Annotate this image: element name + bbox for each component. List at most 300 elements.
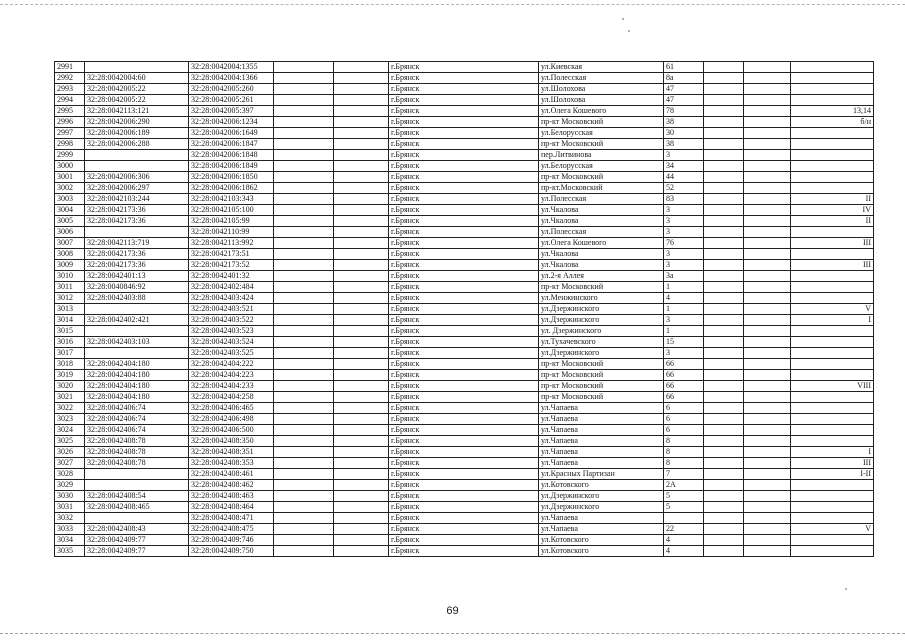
house-number-cell: 8 (664, 436, 704, 447)
empty-cell (744, 84, 791, 95)
empty-cell (704, 271, 744, 282)
street-cell: пр-кт Московский (539, 392, 664, 403)
city-cell: г.Брянск (389, 128, 539, 139)
empty-cell (334, 381, 389, 392)
house-number-cell: 3 (664, 315, 704, 326)
empty-cell (334, 304, 389, 315)
cadastral-number-cell: 32:28:0042006:1862 (189, 183, 274, 194)
empty-cell (744, 216, 791, 227)
empty-cell (744, 117, 791, 128)
table-row (55, 150, 874, 161)
empty-cell (704, 535, 744, 546)
old-cadastral-number-cell: 32:28:0042408:465 (85, 502, 189, 513)
old-cadastral-number-cell (85, 469, 189, 480)
old-cadastral-number-cell: 32:28:0042408:43 (85, 524, 189, 535)
row-number-cell: 3030 (55, 491, 85, 502)
empty-cell (704, 128, 744, 139)
cadastral-number-cell: 32:28:0042006:1234 (189, 117, 274, 128)
row-number-cell: 2991 (55, 62, 85, 73)
row-number-cell: 2992 (55, 73, 85, 84)
premises-note-cell (791, 436, 874, 447)
table-row (55, 227, 874, 238)
empty-cell (704, 172, 744, 183)
cadastral-number-cell: 32:28:0042113:992 (189, 238, 274, 249)
cadastral-number-cell: 32:28:0042409:750 (189, 546, 274, 557)
empty-cell (274, 73, 334, 84)
premises-note-cell (791, 139, 874, 150)
empty-cell (704, 304, 744, 315)
premises-note-cell (791, 425, 874, 436)
old-cadastral-number-cell (85, 304, 189, 315)
old-cadastral-number-cell: 32:28:0042004:60 (85, 73, 189, 84)
city-cell: г.Брянск (389, 480, 539, 491)
empty-cell (744, 480, 791, 491)
empty-cell (274, 359, 334, 370)
table-row (55, 403, 874, 414)
scan-speck (622, 18, 624, 20)
street-cell: ул.Белорусская (539, 128, 664, 139)
street-cell: ул.Чкалова (539, 260, 664, 271)
row-number-cell: 2999 (55, 150, 85, 161)
empty-cell (274, 436, 334, 447)
table-row (55, 260, 874, 271)
empty-cell (274, 227, 334, 238)
premises-note-cell: V (791, 304, 874, 315)
empty-cell (704, 513, 744, 524)
empty-cell (334, 315, 389, 326)
street-cell: ул.Полесская (539, 227, 664, 238)
empty-cell (334, 172, 389, 183)
empty-cell (744, 304, 791, 315)
old-cadastral-number-cell: 32:28:0042406:74 (85, 425, 189, 436)
house-number-cell: 5 (664, 502, 704, 513)
city-cell: г.Брянск (389, 392, 539, 403)
cadastral-number-cell: 32:28:0042006:1847 (189, 139, 274, 150)
empty-cell (704, 370, 744, 381)
city-cell: г.Брянск (389, 425, 539, 436)
city-cell: г.Брянск (389, 161, 539, 172)
table-row (55, 381, 874, 392)
house-number-cell: 38 (664, 139, 704, 150)
street-cell: ул. Дзержинского (539, 326, 664, 337)
empty-cell (334, 370, 389, 381)
cadastral-number-cell: 32:28:0042409:746 (189, 535, 274, 546)
empty-cell (744, 337, 791, 348)
table-row (55, 161, 874, 172)
old-cadastral-number-cell (85, 480, 189, 491)
city-cell: г.Брянск (389, 469, 539, 480)
empty-cell (334, 524, 389, 535)
row-number-cell: 3012 (55, 293, 85, 304)
empty-cell (274, 282, 334, 293)
cadastral-number-cell: 32:28:0042173:52 (189, 260, 274, 271)
table-row (55, 73, 874, 84)
empty-cell (274, 447, 334, 458)
premises-note-cell (791, 84, 874, 95)
table-row (55, 414, 874, 425)
street-cell: ул.Полесская (539, 73, 664, 84)
empty-cell (744, 491, 791, 502)
empty-cell (744, 95, 791, 106)
empty-cell (274, 106, 334, 117)
city-cell: г.Брянск (389, 381, 539, 392)
empty-cell (334, 161, 389, 172)
empty-cell (274, 458, 334, 469)
old-cadastral-number-cell: 32:28:0042006:290 (85, 117, 189, 128)
old-cadastral-number-cell: 32:28:0042409:77 (85, 535, 189, 546)
table-row (55, 370, 874, 381)
house-number-cell: 7 (664, 469, 704, 480)
scan-speck (845, 588, 847, 590)
cadastral-number-cell: 32:28:0042408:350 (189, 436, 274, 447)
cadastral-number-cell: 32:28:0042403:522 (189, 315, 274, 326)
empty-cell (744, 359, 791, 370)
city-cell: г.Брянск (389, 95, 539, 106)
empty-cell (334, 414, 389, 425)
empty-cell (334, 293, 389, 304)
house-number-cell: 8 (664, 447, 704, 458)
empty-cell (274, 216, 334, 227)
empty-cell (704, 106, 744, 117)
table-row (55, 546, 874, 557)
old-cadastral-number-cell (85, 227, 189, 238)
table-row (55, 491, 874, 502)
table-row (55, 348, 874, 359)
empty-cell (744, 513, 791, 524)
premises-note-cell (791, 392, 874, 403)
row-number-cell: 2993 (55, 84, 85, 95)
empty-cell (274, 502, 334, 513)
premises-note-cell (791, 480, 874, 491)
city-cell: г.Брянск (389, 458, 539, 469)
empty-cell (274, 95, 334, 106)
empty-cell (744, 535, 791, 546)
old-cadastral-number-cell: 32:28:0042409:77 (85, 546, 189, 557)
empty-cell (744, 128, 791, 139)
old-cadastral-number-cell: 32:28:0042113:719 (85, 238, 189, 249)
street-cell: ул.Шолохова (539, 95, 664, 106)
city-cell: г.Брянск (389, 282, 539, 293)
empty-cell (744, 227, 791, 238)
street-cell: ул.Олега Кошевого (539, 106, 664, 117)
page-number: 69 (446, 605, 459, 617)
empty-cell (704, 392, 744, 403)
premises-note-cell: б/н (791, 117, 874, 128)
premises-note-cell (791, 403, 874, 414)
city-cell: г.Брянск (389, 183, 539, 194)
row-number-cell: 3034 (55, 535, 85, 546)
cadastral-number-cell: 32:28:0042004:1366 (189, 73, 274, 84)
premises-note-cell (791, 293, 874, 304)
empty-cell (704, 216, 744, 227)
street-cell: ул.Киевская (539, 62, 664, 73)
premises-note-cell (791, 491, 874, 502)
row-number-cell: 3003 (55, 194, 85, 205)
house-number-cell: 47 (664, 95, 704, 106)
house-number-cell: 66 (664, 392, 704, 403)
empty-cell (744, 524, 791, 535)
street-cell: ул.Котовского (539, 535, 664, 546)
empty-cell (744, 502, 791, 513)
empty-cell (334, 260, 389, 271)
house-number-cell: 5 (664, 491, 704, 502)
house-number-cell: 3а (664, 271, 704, 282)
street-cell: ул.Шолохова (539, 84, 664, 95)
table-row (55, 535, 874, 546)
empty-cell (704, 194, 744, 205)
premises-note-cell (791, 513, 874, 524)
table-row (55, 117, 874, 128)
cadastral-number-cell: 32:28:0042005:261 (189, 95, 274, 106)
cadastral-number-cell: 32:28:0042403:524 (189, 337, 274, 348)
premises-note-cell (791, 359, 874, 370)
cadastral-number-cell: 32:28:0042404:258 (189, 392, 274, 403)
old-cadastral-number-cell (85, 150, 189, 161)
empty-cell (274, 337, 334, 348)
cadastral-number-cell: 32:28:0042404:223 (189, 370, 274, 381)
empty-cell (704, 183, 744, 194)
city-cell: г.Брянск (389, 326, 539, 337)
house-number-cell: 3 (664, 348, 704, 359)
street-cell: ул.Котовского (539, 480, 664, 491)
cadastral-number-cell: 32:28:0042404:233 (189, 381, 274, 392)
premises-note-cell: II (791, 194, 874, 205)
empty-cell (704, 326, 744, 337)
empty-cell (274, 161, 334, 172)
premises-note-cell (791, 337, 874, 348)
empty-cell (744, 238, 791, 249)
empty-cell (274, 370, 334, 381)
empty-cell (704, 546, 744, 557)
row-number-cell: 3001 (55, 172, 85, 183)
street-cell: ул.Чкалова (539, 249, 664, 260)
cadastral-number-cell: 32:28:0042404:222 (189, 359, 274, 370)
city-cell: г.Брянск (389, 502, 539, 513)
row-number-cell: 3031 (55, 502, 85, 513)
house-number-cell: 6 (664, 403, 704, 414)
empty-cell (334, 491, 389, 502)
city-cell: г.Брянск (389, 194, 539, 205)
table-row (55, 194, 874, 205)
row-number-cell: 3026 (55, 447, 85, 458)
premises-note-cell (791, 370, 874, 381)
empty-cell (274, 293, 334, 304)
city-cell: г.Брянск (389, 73, 539, 84)
city-cell: г.Брянск (389, 491, 539, 502)
house-number-cell: 3 (664, 216, 704, 227)
old-cadastral-number-cell: 32:28:0042005:22 (85, 84, 189, 95)
row-number-cell: 3033 (55, 524, 85, 535)
street-cell: ул.Дзержинского (539, 315, 664, 326)
empty-cell (334, 337, 389, 348)
house-number-cell: 2А (664, 480, 704, 491)
table-row (55, 172, 874, 183)
table-row (55, 480, 874, 491)
old-cadastral-number-cell: 32:28:0042404:180 (85, 392, 189, 403)
register-body (55, 62, 874, 557)
table-row (55, 128, 874, 139)
city-cell: г.Брянск (389, 139, 539, 150)
table-row (55, 502, 874, 513)
empty-cell (334, 84, 389, 95)
premises-note-cell (791, 271, 874, 282)
empty-cell (334, 183, 389, 194)
house-number-cell: 34 (664, 161, 704, 172)
row-number-cell: 2997 (55, 128, 85, 139)
empty-cell (704, 425, 744, 436)
cadastral-number-cell: 32:28:0042105:100 (189, 205, 274, 216)
city-cell: г.Брянск (389, 348, 539, 359)
scan-edge-top (0, 4, 905, 5)
city-cell: г.Брянск (389, 260, 539, 271)
empty-cell (334, 447, 389, 458)
street-cell: пр-кт Московский (539, 282, 664, 293)
cadastral-number-cell: 32:28:0042408:463 (189, 491, 274, 502)
empty-cell (704, 139, 744, 150)
premises-note-cell (791, 326, 874, 337)
premises-note-cell: I (791, 447, 874, 458)
city-cell: г.Брянск (389, 304, 539, 315)
empty-cell (334, 403, 389, 414)
table-row (55, 425, 874, 436)
empty-cell (334, 150, 389, 161)
empty-cell (744, 194, 791, 205)
empty-cell (274, 348, 334, 359)
table-row (55, 84, 874, 95)
row-number-cell: 3007 (55, 238, 85, 249)
cadastral-number-cell: 32:28:0042403:523 (189, 326, 274, 337)
empty-cell (334, 106, 389, 117)
old-cadastral-number-cell (85, 62, 189, 73)
city-cell: г.Брянск (389, 447, 539, 458)
table-row (55, 106, 874, 117)
empty-cell (744, 403, 791, 414)
empty-cell (744, 447, 791, 458)
city-cell: г.Брянск (389, 205, 539, 216)
old-cadastral-number-cell: 32:28:0042173:36 (85, 205, 189, 216)
empty-cell (334, 139, 389, 150)
table-row (55, 447, 874, 458)
empty-cell (744, 469, 791, 480)
empty-cell (704, 95, 744, 106)
house-number-cell: 8а (664, 73, 704, 84)
row-number-cell: 3014 (55, 315, 85, 326)
house-number-cell: 66 (664, 359, 704, 370)
empty-cell (744, 183, 791, 194)
table-row (55, 304, 874, 315)
city-cell: г.Брянск (389, 403, 539, 414)
street-cell: пр-кт Московский (539, 370, 664, 381)
empty-cell (744, 458, 791, 469)
row-number-cell: 3000 (55, 161, 85, 172)
old-cadastral-number-cell: 32:28:0042408:78 (85, 458, 189, 469)
empty-cell (274, 260, 334, 271)
street-cell: пр-кт Московский (539, 381, 664, 392)
street-cell: ул.Чапаева (539, 425, 664, 436)
row-number-cell: 3005 (55, 216, 85, 227)
premises-note-cell (791, 128, 874, 139)
city-cell: г.Брянск (389, 359, 539, 370)
city-cell: г.Брянск (389, 546, 539, 557)
empty-cell (334, 469, 389, 480)
empty-cell (274, 414, 334, 425)
empty-cell (744, 326, 791, 337)
old-cadastral-number-cell: 32:28:0040846:92 (85, 282, 189, 293)
cadastral-number-cell: 32:28:0042406:500 (189, 425, 274, 436)
house-number-cell: 66 (664, 381, 704, 392)
cadastral-number-cell: 32:28:0042406:498 (189, 414, 274, 425)
empty-cell (704, 337, 744, 348)
empty-cell (744, 172, 791, 183)
city-cell: г.Брянск (389, 293, 539, 304)
empty-cell (744, 436, 791, 447)
empty-cell (334, 425, 389, 436)
house-number-cell: 3 (664, 249, 704, 260)
empty-cell (274, 381, 334, 392)
row-number-cell: 3024 (55, 425, 85, 436)
cadastral-number-cell: 32:28:0042403:424 (189, 293, 274, 304)
empty-cell (704, 62, 744, 73)
cadastral-number-cell: 32:28:0042006:1848 (189, 150, 274, 161)
empty-cell (744, 348, 791, 359)
cadastral-number-cell: 32:28:0042403:521 (189, 304, 274, 315)
empty-cell (334, 194, 389, 205)
table-row (55, 458, 874, 469)
empty-cell (744, 73, 791, 84)
old-cadastral-number-cell: 32:28:0042006:189 (85, 128, 189, 139)
empty-cell (744, 392, 791, 403)
register-table (54, 61, 874, 557)
cadastral-number-cell: 32:28:0042401:32 (189, 271, 274, 282)
house-number-cell: 15 (664, 337, 704, 348)
empty-cell (704, 491, 744, 502)
premises-note-cell (791, 73, 874, 84)
empty-cell (744, 161, 791, 172)
row-number-cell: 3008 (55, 249, 85, 260)
house-number-cell: 22 (664, 524, 704, 535)
street-cell: ул.Белорусская (539, 161, 664, 172)
old-cadastral-number-cell: 32:28:0042103:244 (85, 194, 189, 205)
empty-cell (334, 216, 389, 227)
street-cell: ул.Дзержинского (539, 502, 664, 513)
empty-cell (744, 425, 791, 436)
city-cell: г.Брянск (389, 150, 539, 161)
empty-cell (704, 524, 744, 535)
house-number-cell: 3 (664, 150, 704, 161)
cadastral-number-cell: 32:28:0042005:260 (189, 84, 274, 95)
city-cell: г.Брянск (389, 106, 539, 117)
row-number-cell: 2995 (55, 106, 85, 117)
cadastral-number-cell: 32:28:0042103:343 (189, 194, 274, 205)
house-number-cell: 1 (664, 304, 704, 315)
row-number-cell: 3013 (55, 304, 85, 315)
premises-note-cell (791, 535, 874, 546)
row-number-cell: 3017 (55, 348, 85, 359)
empty-cell (334, 128, 389, 139)
empty-cell (334, 392, 389, 403)
row-number-cell: 2998 (55, 139, 85, 150)
empty-cell (274, 117, 334, 128)
empty-cell (334, 62, 389, 73)
empty-cell (744, 546, 791, 557)
empty-cell (274, 403, 334, 414)
house-number-cell: 47 (664, 84, 704, 95)
city-cell: г.Брянск (389, 238, 539, 249)
row-number-cell: 3010 (55, 271, 85, 282)
old-cadastral-number-cell (85, 348, 189, 359)
table-row (55, 139, 874, 150)
row-number-cell: 3015 (55, 326, 85, 337)
